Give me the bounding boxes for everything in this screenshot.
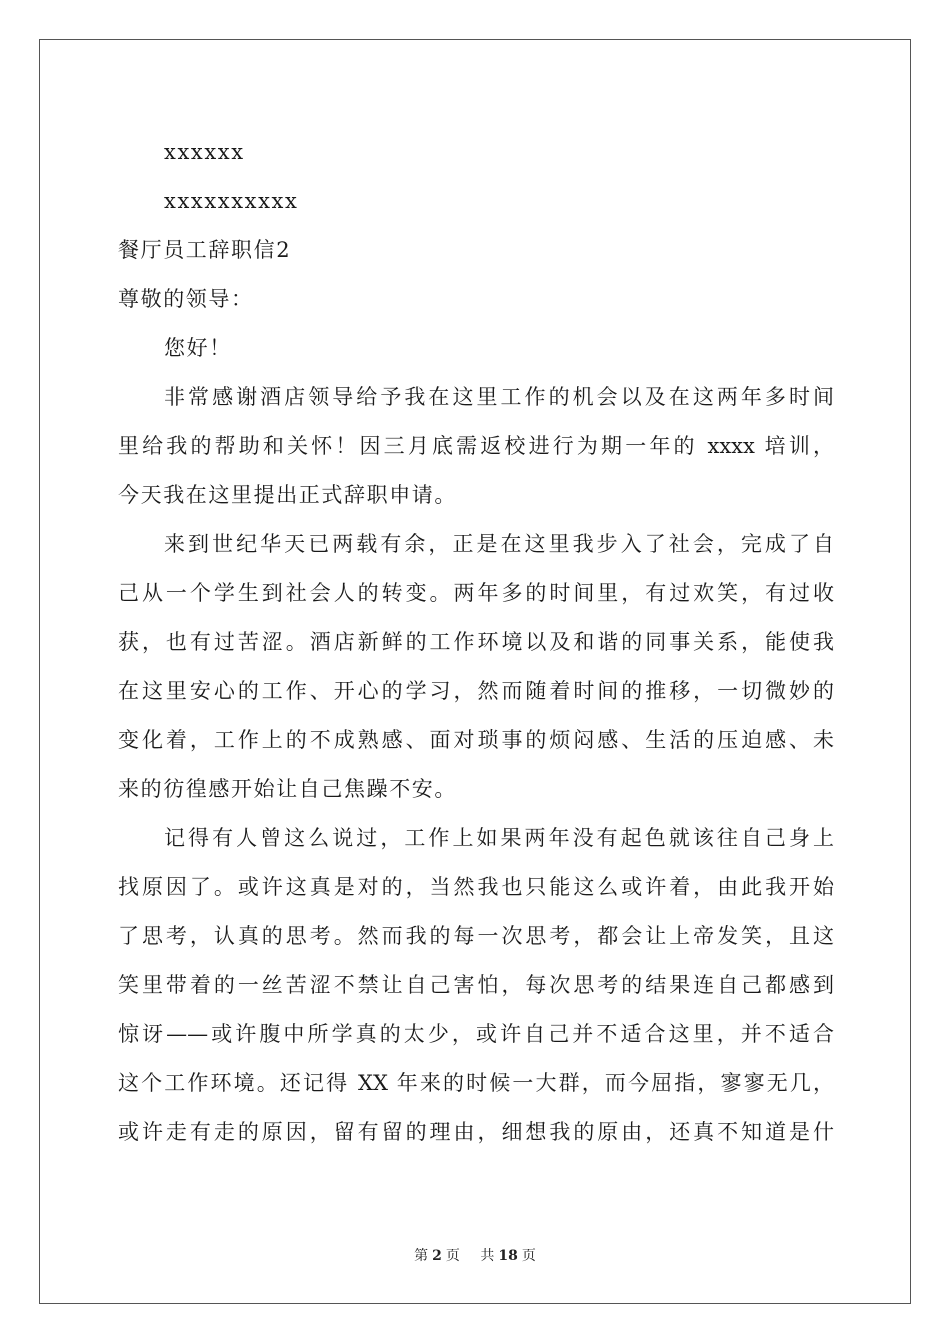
total-indicator xyxy=(476,1248,539,1264)
page-suffix: 页 xyxy=(445,1248,460,1264)
page-footer xyxy=(0,1245,950,1265)
paragraph-line: 己从一个学生到社会人的转变。两年多的时间里，有过欢笑，有过收 xyxy=(118,581,834,605)
paragraph-line: 来的彷徨感开始让自己焦躁不安。 xyxy=(118,777,457,801)
paragraph-line: 找原因了。或许这真是对的，当然我也只能这么或许着，由此我开始 xyxy=(118,875,834,899)
signature-name: xxxxxx xyxy=(164,140,245,164)
paragraph-1 xyxy=(118,373,834,520)
paragraph-2 xyxy=(118,520,834,814)
page-prefix: 第 xyxy=(414,1248,429,1264)
page-number: 2 xyxy=(432,1248,442,1264)
greeting: 您好！ xyxy=(164,336,232,360)
paragraph-line: 在这里安心的工作、开心的学习，然而随着时间的推移，一切微妙的 xyxy=(118,679,834,703)
paragraph-line: 记得有人曾这么说过，工作上如果两年没有起色就该往自己身上 xyxy=(164,826,834,850)
signature-date: xxxxxxxxxx xyxy=(164,189,299,213)
total-suffix: 页 xyxy=(521,1248,536,1264)
document-body xyxy=(118,128,834,1157)
page-indicator xyxy=(410,1248,464,1264)
letter-title: 餐厅员工辞职信2 xyxy=(118,238,292,262)
paragraph-3 xyxy=(118,814,834,1157)
total-prefix: 共 xyxy=(480,1248,495,1264)
paragraph-line: 笑里带着的一丝苦涩不禁让自己害怕，每次思考的结果连自己都感到 xyxy=(118,973,834,997)
salutation: 尊敬的领导： xyxy=(118,287,254,311)
paragraph-line: 惊讶——或许腹中所学真的太少，或许自己并不适合这里，并不适合 xyxy=(118,1022,834,1046)
paragraph-line: 了思考，认真的思考。然而我的每一次思考，都会让上帝发笑，且这 xyxy=(118,924,834,948)
paragraph-line: 这个工作环境。还记得 XX 年来的时候一大群，而今屈指，寥寥无几， xyxy=(118,1071,834,1095)
paragraph-line: 变化着，工作上的不成熟感、面对琐事的烦闷感、生活的压迫感、未 xyxy=(118,728,834,752)
paragraph-line: 或许走有走的原因，留有留的理由，细想我的原由，还真不知道是什 xyxy=(118,1120,834,1144)
paragraph-line: 里给我的帮助和关怀！因三月底需返校进行为期一年的 xxxx 培训， xyxy=(118,434,834,458)
total-pages: 18 xyxy=(498,1248,518,1264)
paragraph-line: 来到世纪华天已两载有余，正是在这里我步入了社会，完成了自 xyxy=(164,532,834,556)
paragraph-line: 今天我在这里提出正式辞职申请。 xyxy=(118,483,457,507)
paragraph-line: 非常感谢酒店领导给予我在这里工作的机会以及在这两年多时间 xyxy=(164,385,834,409)
paragraph-line: 获，也有过苦涩。酒店新鲜的工作环境以及和谐的同事关系，能使我 xyxy=(118,630,834,654)
